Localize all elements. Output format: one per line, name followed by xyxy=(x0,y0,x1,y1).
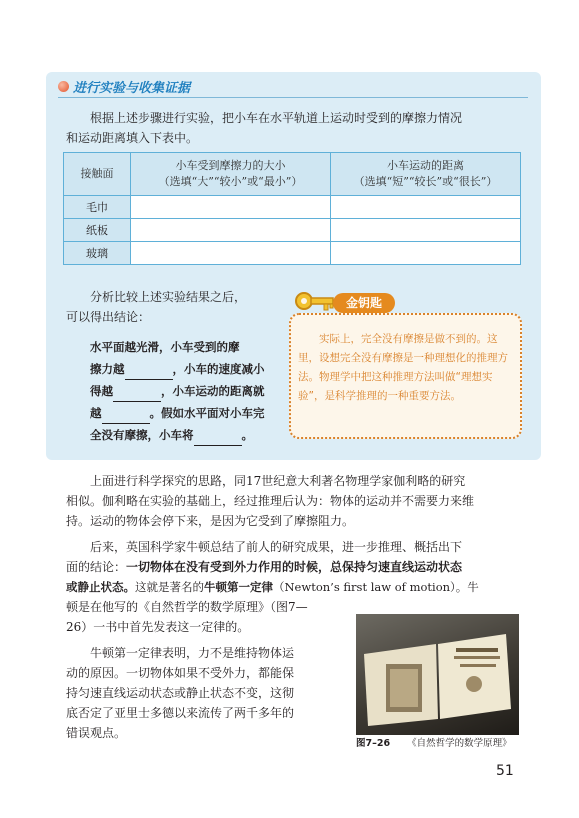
conclusion-text: 得越 xyxy=(90,384,113,398)
conclusion-text: 全没有摩擦，小车将 xyxy=(90,428,194,442)
fill-blank[interactable] xyxy=(102,409,150,424)
conclusion-block xyxy=(90,336,275,446)
row-label: 纸板 xyxy=(64,219,131,242)
golden-key-text: 实际上，完全没有摩擦是做不到的。这里，设想完全没有摩擦是一种理想化的推理方法。物理学中把这种推理方法叫做“理想实验”，是科学推理的一种重要方法。 xyxy=(298,333,508,402)
data-table xyxy=(63,152,521,265)
para2-text: 面的结论： xyxy=(66,560,127,574)
para3-line: 底否定了亚里士多德以来流传了两千多年的 xyxy=(66,706,295,720)
table-row xyxy=(64,242,521,265)
para3-line: 错误观点。 xyxy=(66,726,127,740)
key-icon xyxy=(294,287,338,315)
header-distance xyxy=(331,153,521,196)
conclusion-text: ，小车运动的距离就 xyxy=(161,384,265,398)
section-divider xyxy=(58,97,528,98)
book-photo xyxy=(356,614,519,735)
para2-line: 后来，英国科学家牛顿总结了前人的研究成果，进一步推理、概括出下 xyxy=(90,540,463,554)
para2-line xyxy=(66,557,526,577)
friction-cell[interactable] xyxy=(131,196,331,219)
fill-blank[interactable] xyxy=(125,365,173,380)
conclusion-text: 擦力越 xyxy=(90,362,125,376)
para1-line: 相似。伽利略在实验的基础上，经过推理后认为：物体的运动并不需要力来维 xyxy=(66,494,475,508)
fill-blank[interactable] xyxy=(113,387,161,402)
conclusion-text: 。 xyxy=(241,428,253,442)
section-header xyxy=(58,77,190,95)
header-distance-title: 小车运动的距离 xyxy=(387,159,464,172)
fill-blank[interactable] xyxy=(194,431,242,446)
para1-line: 持。运动的物体会停下来，是因为它受到了摩擦阻力。 xyxy=(66,514,355,528)
figure-number: 图7–26 xyxy=(356,738,391,749)
para2-text: （Newton’s first law of motion）。牛 xyxy=(273,580,479,594)
table-row xyxy=(64,196,521,219)
newton-law-text: 或静止状态。 xyxy=(66,580,135,594)
analysis-line-2: 可以得出结论： xyxy=(66,310,151,324)
para3-line: 牛顿第一定律表明，力不是维持物体运 xyxy=(90,646,295,660)
conclusion-text: 水平面越光滑，小车受到的摩 xyxy=(90,340,240,354)
para3-line: 动的原因。一切物体如果不受外力，都能保 xyxy=(66,666,295,680)
header-distance-hint: （选填“短”“较长”或“很长”） xyxy=(353,175,498,188)
header-surface: 接触面 xyxy=(64,153,131,196)
distance-cell[interactable] xyxy=(331,242,521,265)
para2-line xyxy=(66,577,526,597)
figure-title: 《自然哲学的数学原理》 xyxy=(407,738,512,749)
conclusion-text: ，小车的速度减小 xyxy=(172,362,265,376)
distance-cell[interactable] xyxy=(331,196,521,219)
figure-caption xyxy=(356,735,512,749)
newton-law-name: 牛顿第一定律 xyxy=(204,580,273,594)
para3-line: 持匀速直线运动状态或静止状态不变，这彻 xyxy=(66,686,295,700)
header-friction-hint: （选填“大”“较小”或“最小”） xyxy=(158,175,303,188)
para1-line: 上面进行科学探究的思路，同17世纪意大利著名物理学家伽利略的研究 xyxy=(90,474,466,488)
conclusion-text: 。假如水平面对小车完 xyxy=(149,406,265,420)
bullet-icon xyxy=(58,81,69,92)
newton-law-text: 一切物体在没有受到外力作用的时候，总保持匀速直线运动状态 xyxy=(126,560,463,574)
open-book-image xyxy=(356,614,519,735)
page-number: 51 xyxy=(496,763,514,779)
distance-cell[interactable] xyxy=(331,219,521,242)
intro-line-1: 根据上述步骤进行实验，把小车在水平轨道上运动时受到的摩擦力情况 xyxy=(90,111,463,125)
intro-line-2: 和运动距离填入下表中。 xyxy=(66,131,199,145)
para2-text: 这就是著名的 xyxy=(135,580,204,594)
header-friction xyxy=(131,153,331,196)
row-label: 玻璃 xyxy=(64,242,131,265)
section-title: 进行实验与收集证据 xyxy=(73,80,191,96)
table-row xyxy=(64,219,521,242)
analysis-line-1: 分析比较上述实验结果之后， xyxy=(90,290,247,304)
header-friction-title: 小车受到摩擦力的大小 xyxy=(175,159,286,172)
para2-line: 顿是在他写的《自然哲学的数学原理》（图7— xyxy=(66,600,308,614)
para2-line: 26）一书中首先发表这一定律的。 xyxy=(66,620,250,634)
friction-cell[interactable] xyxy=(131,219,331,242)
golden-key-label: 金钥匙 xyxy=(333,293,395,313)
row-label: 毛巾 xyxy=(64,196,131,219)
conclusion-text: 越 xyxy=(90,406,102,420)
friction-cell[interactable] xyxy=(131,242,331,265)
